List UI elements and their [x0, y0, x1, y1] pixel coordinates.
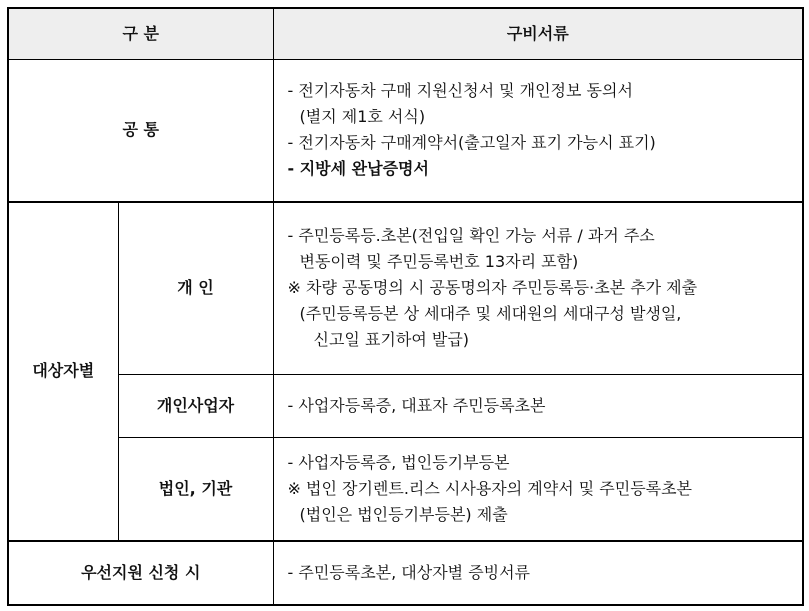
row-individual-documents [273, 202, 803, 375]
row-common-label: 공 통 [8, 60, 273, 202]
doc-line: 변동이력 및 주민등록번호 13자리 포함) [299, 252, 579, 272]
doc-line: - 전기자동차 구매계약서(출고일자 표기 가능시 표기) [287, 133, 656, 153]
doc-line: - 사업자등록증, 법인등기부등본 [287, 452, 510, 472]
row-common [8, 60, 803, 202]
doc-line: (별지 제1호 서식) [299, 107, 426, 127]
row-sole-proprietor [8, 375, 803, 438]
row-by-type-label: 대상자별 [8, 202, 118, 541]
row-corporation-label: 법인, 기관 [118, 438, 273, 541]
row-corporation [8, 438, 803, 541]
doc-line: 신고일 표기하여 발급) [313, 330, 470, 350]
row-priority [8, 541, 803, 605]
row-priority-documents [273, 541, 803, 605]
doc-line: (법인은 법인등기부등본) 제출 [299, 504, 508, 524]
required-documents-table [7, 7, 804, 606]
row-individual-label: 개 인 [118, 202, 273, 375]
row-common-documents [273, 60, 803, 202]
header-row [8, 8, 803, 60]
doc-line: - 전기자동차 구매 지원신청서 및 개인정보 동의서 [287, 81, 633, 101]
row-priority-label: 우선지원 신청 시 [8, 541, 273, 605]
row-sole-proprietor-documents [273, 375, 803, 438]
row-individual [8, 202, 803, 375]
header-documents: 구비서류 [273, 8, 803, 60]
row-sole-proprietor-label: 개인사업자 [118, 375, 273, 438]
doc-line: - 주민등록등.초본(전입일 확인 가능 서류 / 과거 주소 [287, 226, 655, 246]
doc-line: (주민등록등본 상 세대주 및 세대원의 세대구성 발생일, [299, 304, 682, 324]
row-corporation-documents [273, 438, 803, 541]
doc-line: - 지방세 완납증명서 [287, 159, 429, 179]
header-category: 구 분 [8, 8, 273, 60]
doc-line: - 사업자등록증, 대표자 주민등록초본 [287, 396, 546, 415]
doc-line: ※ 차량 공동명의 시 공동명의자 주민등록등·초본 추가 제출 [287, 278, 698, 298]
doc-line: ※ 법인 장기렌트.리스 시사용자의 계약서 및 주민등록초본 [287, 478, 693, 498]
doc-line: - 주민등록초본, 대상자별 증빙서류 [287, 562, 531, 582]
